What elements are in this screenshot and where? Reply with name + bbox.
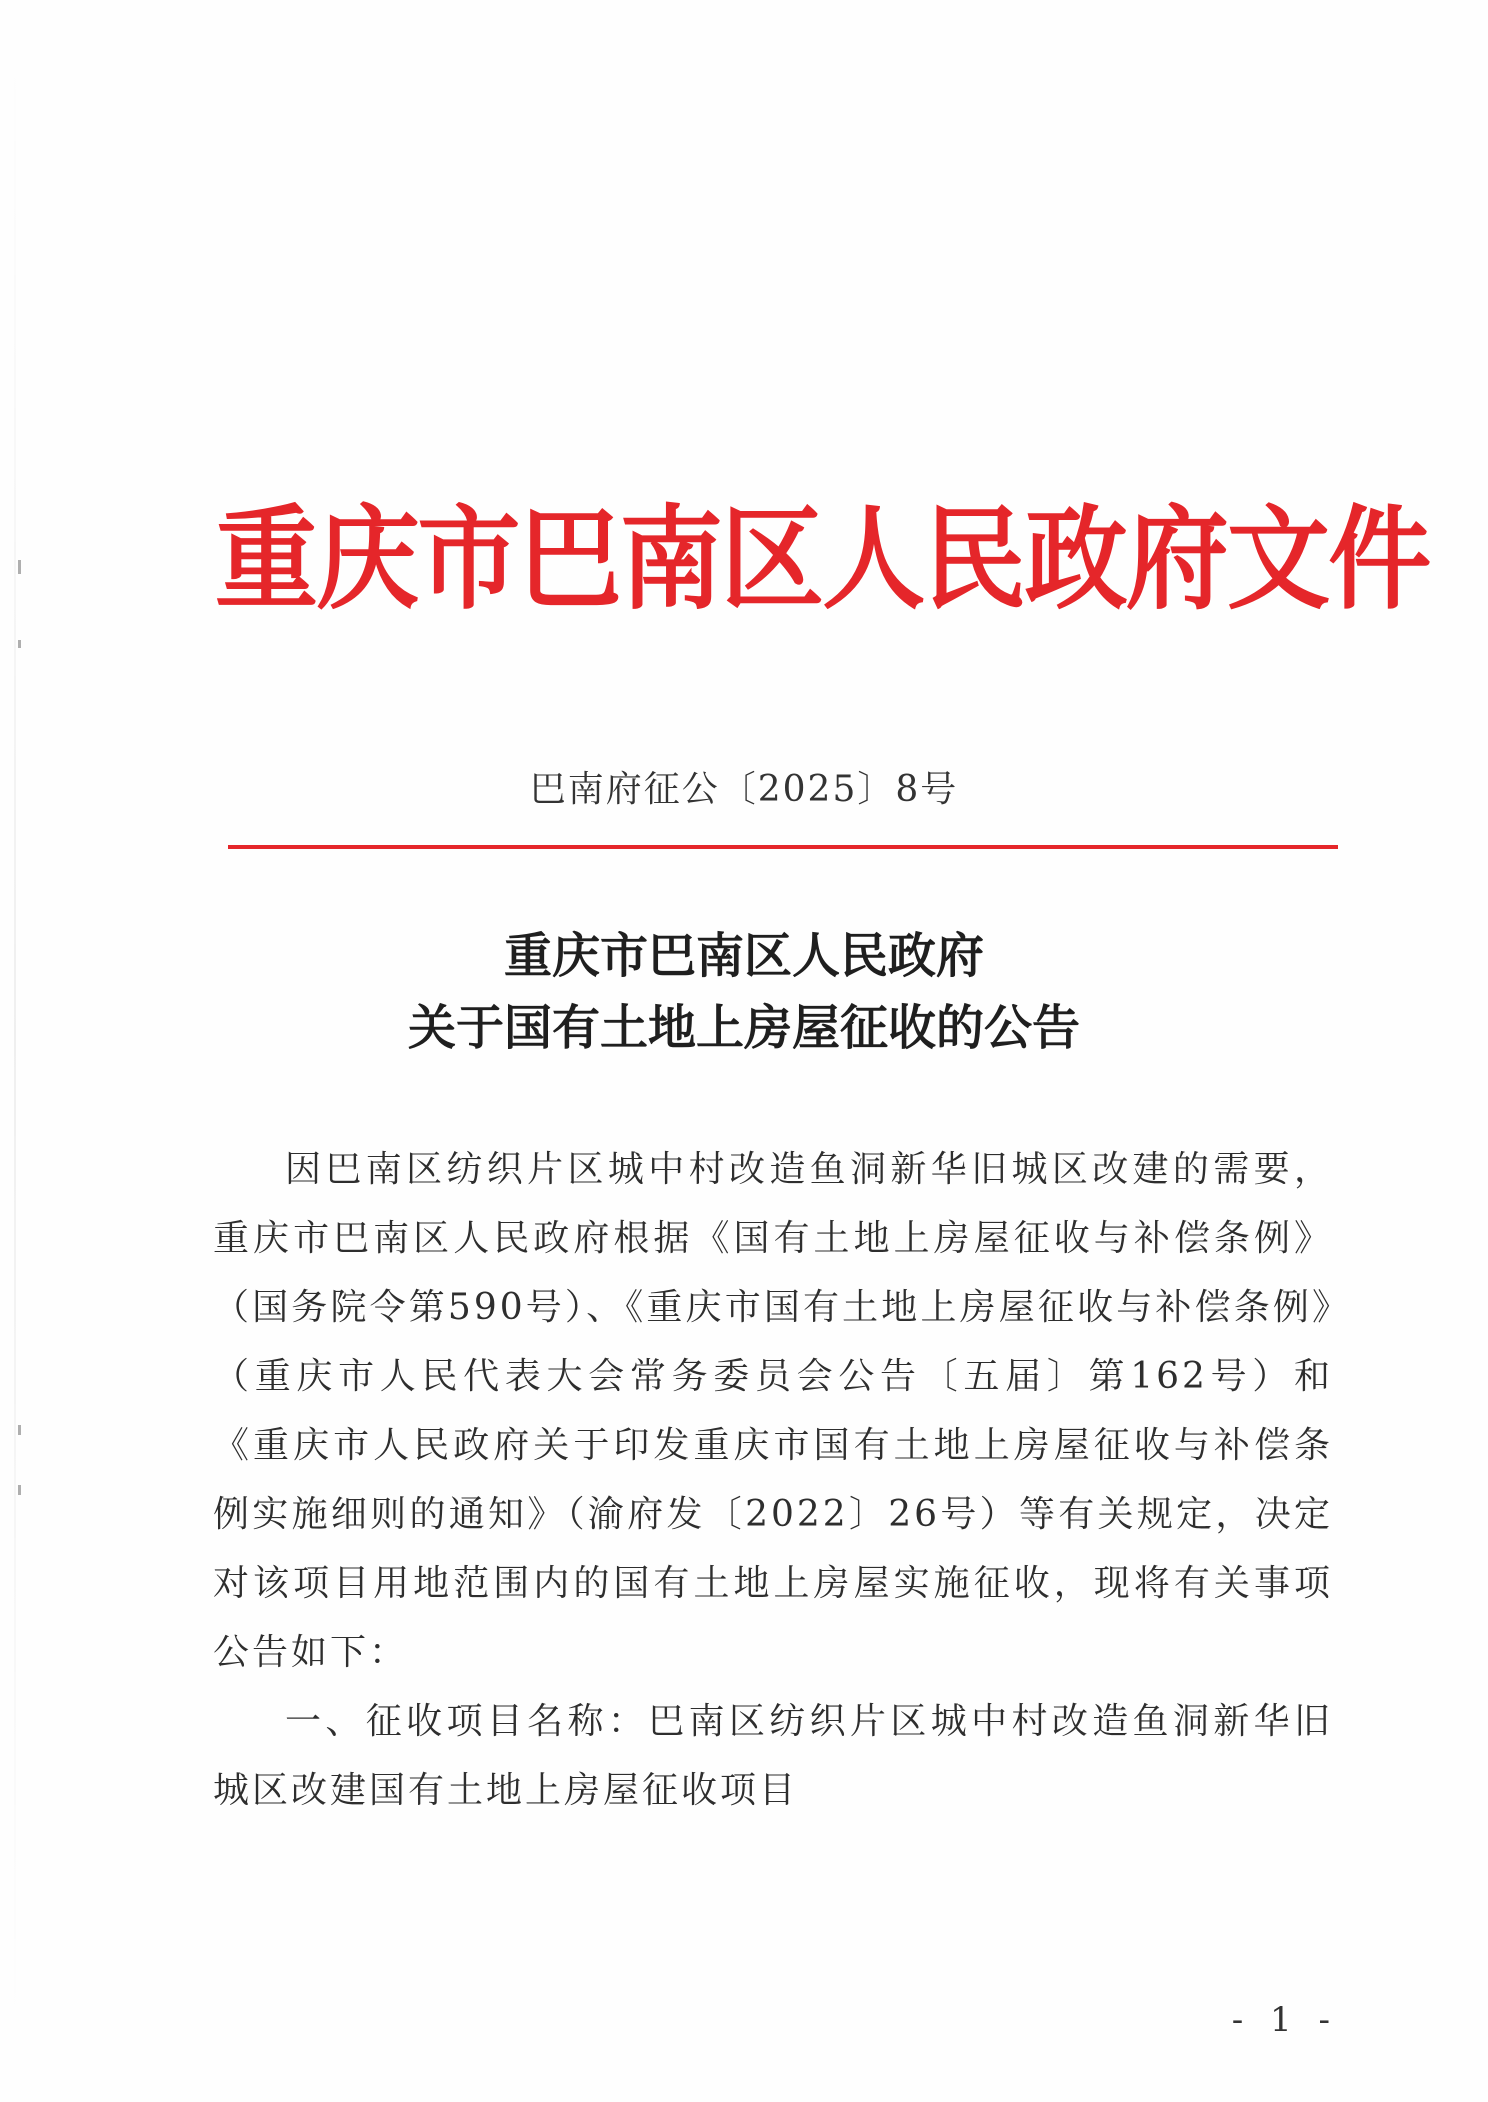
body-paragraph-2: 一、征收项目名称：巴南区纺织片区城中村改造鱼洞新华旧城区改建国有土地上房屋征收项目 xyxy=(213,1701,1333,1811)
title-line-2: 关于国有土地上房屋征收的公告 xyxy=(407,1000,1080,1056)
body-paragraph-1: 因巴南区纺织片区城中村改造鱼洞新华旧城区改建的需要，重庆市巴南区人民政府根据《国有土地上房屋征收与补偿条例》（国务院令第590号）、《重庆市国有土地上房屋征收与补偿条例》（重庆市人民代表大会常务委员会公告〔五届〕第162号）和《重庆市人民政府关于印发重庆市国有土地上房屋征收与补偿条例实施细则的通知》（渝府发〔2022〕26号）等有关规定，决定对该项目用地范围内的国有土地上房屋实施征收，现将有关事项公告如下： xyxy=(213,1149,1333,1673)
document-number: 巴南府征公〔2025〕8号 xyxy=(529,769,959,810)
scan-mark xyxy=(18,640,21,648)
notice-title xyxy=(0,920,1488,1064)
scan-mark xyxy=(18,1485,21,1495)
body-text xyxy=(213,1135,1333,1825)
red-divider xyxy=(228,845,1338,849)
scan-mark xyxy=(18,1425,21,1435)
title-line-1: 重庆市巴南区人民政府 xyxy=(503,928,984,984)
page-number: - 1 - xyxy=(1231,2000,1338,2040)
masthead-title: 重庆市巴南区人民政府文件 xyxy=(215,494,1430,625)
scan-mark xyxy=(18,560,21,574)
